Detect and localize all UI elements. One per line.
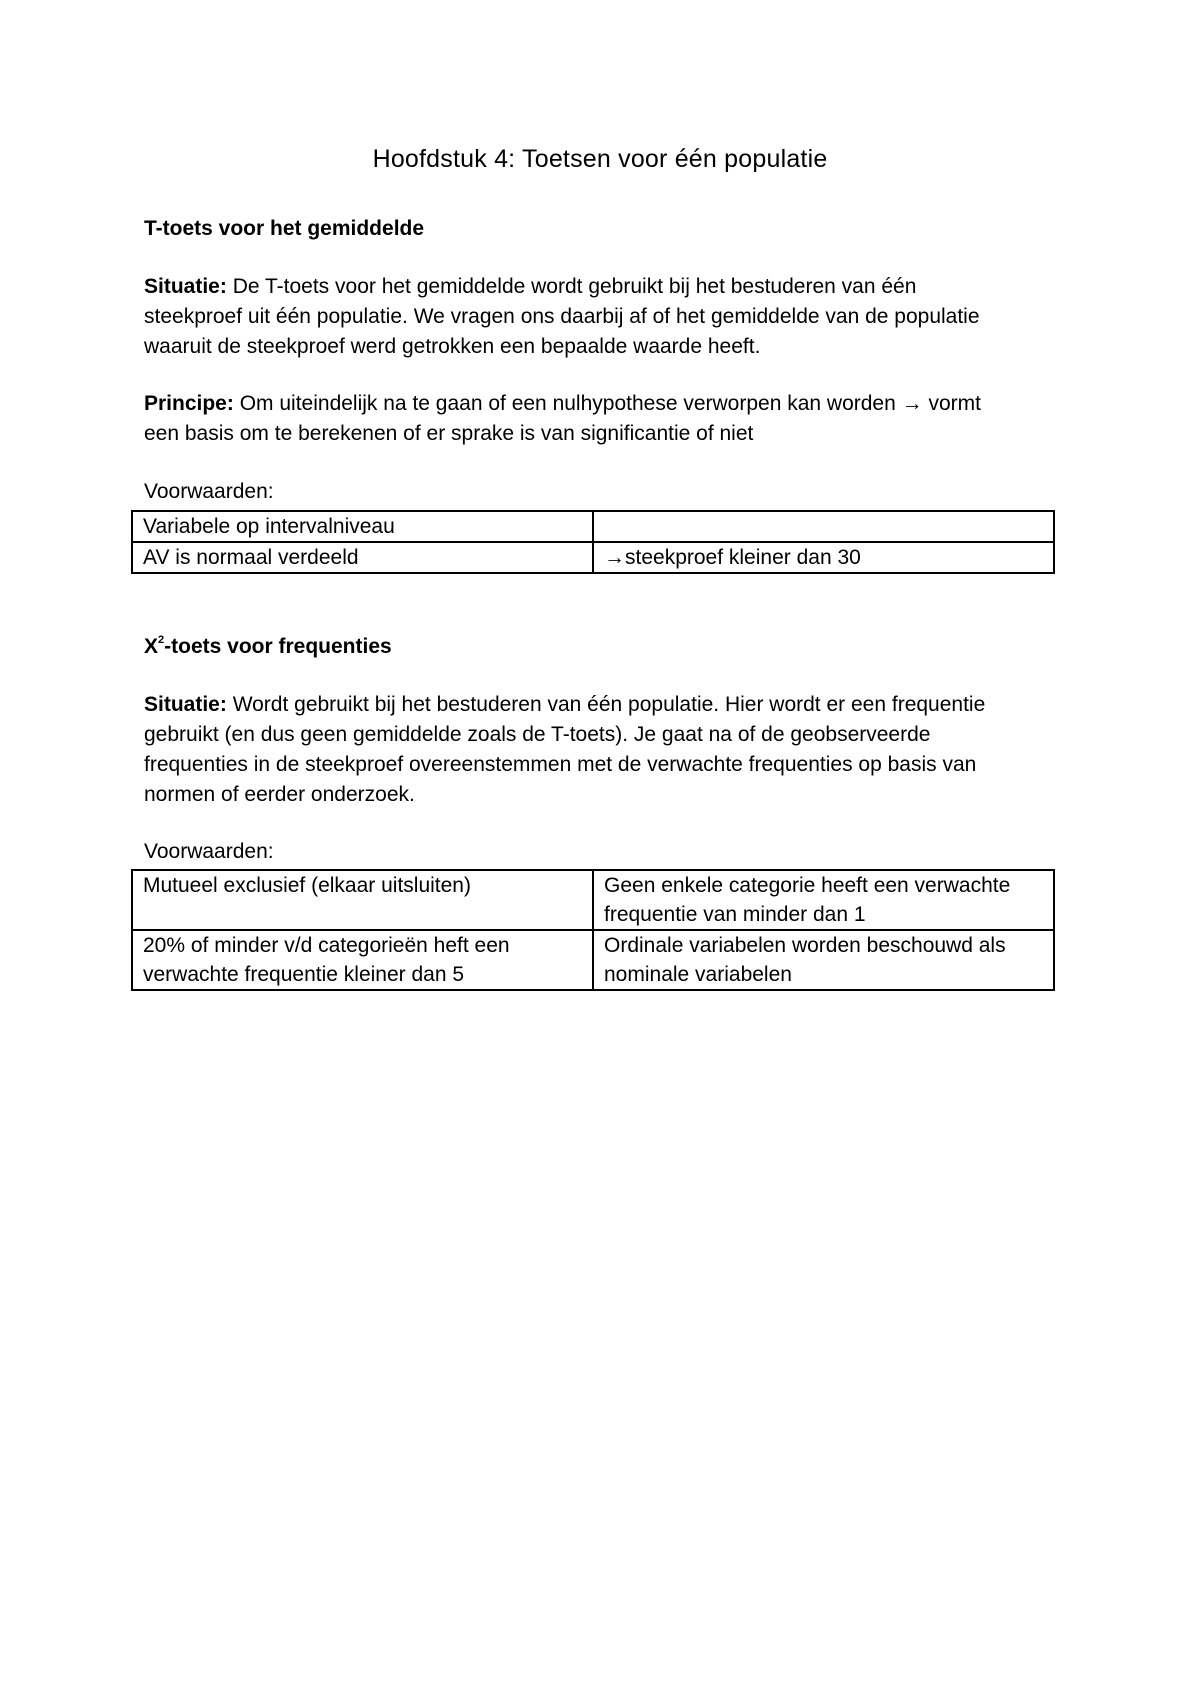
voorwaarden-table-2	[131, 869, 1055, 991]
table-cell-line: Geen enkele categorie heeft een verwachte	[604, 874, 1011, 897]
table-cell-line: Ordinale variabelen worden beschouwd als	[604, 934, 1006, 957]
table-cell	[593, 542, 1054, 573]
table-cell	[132, 930, 593, 990]
principe-label: Principe:	[144, 392, 234, 415]
principe-line-2: een basis om te berekenen of er sprake is van significantie of niet	[144, 422, 754, 445]
situatie-paragraph-2	[144, 690, 1056, 810]
arrow-right-icon: →	[604, 546, 625, 569]
principe-paragraph	[144, 389, 1056, 449]
table-cell-line: 20% of minder v/d categorieën heft een	[143, 934, 510, 957]
voorwaarden-table-1	[131, 510, 1055, 574]
situatie-line-2: gebruikt (en dus geen gemiddelde zoals de T-toets). Je gaat na of de geobserveerde	[144, 723, 931, 746]
situatie-line-2: steekproef uit één populatie. We vragen ons daarbij af of het gemiddelde van de populatie	[144, 305, 980, 328]
table-cell-line: verwachte frequentie kleiner dan 5	[143, 963, 465, 986]
table-cell: Mutueel exclusief (elkaar uitsluiten)	[132, 870, 593, 930]
situatie-line-4: normen of eerder onderzoek.	[144, 783, 415, 806]
table-row	[132, 930, 1054, 990]
section-heading-x2-toets	[144, 632, 1056, 662]
situatie-paragraph-1	[144, 272, 1056, 362]
table-row	[132, 542, 1054, 573]
section-heading-t-toets: T-toets voor het gemiddelde	[144, 217, 425, 240]
situatie-label: Situatie:	[144, 693, 227, 716]
table-cell	[593, 511, 1054, 542]
table-cell: AV is normaal verdeeld	[132, 542, 593, 573]
situatie-label: Situatie:	[144, 275, 227, 298]
situatie-line-3: waaruit de steekproef werd getrokken een bepaalde waarde heeft.	[144, 335, 761, 358]
table-cell: Variabele op intervalniveau	[132, 511, 593, 542]
table-cell-line: nominale variabelen	[604, 963, 792, 986]
situatie-line-1	[144, 690, 1056, 720]
table-cell-text: steekproef kleiner dan 30	[625, 546, 861, 569]
page-title: Hoofdstuk 4: Toetsen voor één populatie	[372, 145, 828, 173]
heading-superscript: 2	[158, 634, 165, 646]
table-cell	[593, 870, 1054, 930]
situatie-text-1: De T-toets voor het gemiddelde wordt gebruikt bij het bestuderen van één	[232, 275, 917, 298]
principe-text-1b: vormt	[928, 392, 981, 415]
heading-suffix: -toets voor frequenties	[164, 635, 392, 658]
situatie-line-1	[144, 272, 1056, 302]
arrow-right-icon: →	[901, 392, 923, 415]
principe-line-1	[144, 389, 1056, 419]
voorwaarden-label-2: Voorwaarden:	[144, 840, 274, 863]
situatie-line-3: frequenties in de steekproef overeenstemmen met de verwachte frequenties op basis van	[144, 753, 977, 776]
voorwaarden-label-1: Voorwaarden:	[144, 480, 274, 503]
heading-prefix: X	[144, 635, 159, 658]
table-row	[132, 511, 1054, 542]
table-row	[132, 870, 1054, 930]
table-cell-line: frequentie van minder dan 1	[604, 903, 866, 926]
situatie-text-1: Wordt gebruikt bij het bestuderen van één populatie. Hier wordt er een frequentie	[232, 693, 986, 716]
principe-text-1: Om uiteindelijk na te gaan of een nulhypothese verworpen kan worden	[239, 392, 896, 415]
table-cell	[593, 930, 1054, 990]
